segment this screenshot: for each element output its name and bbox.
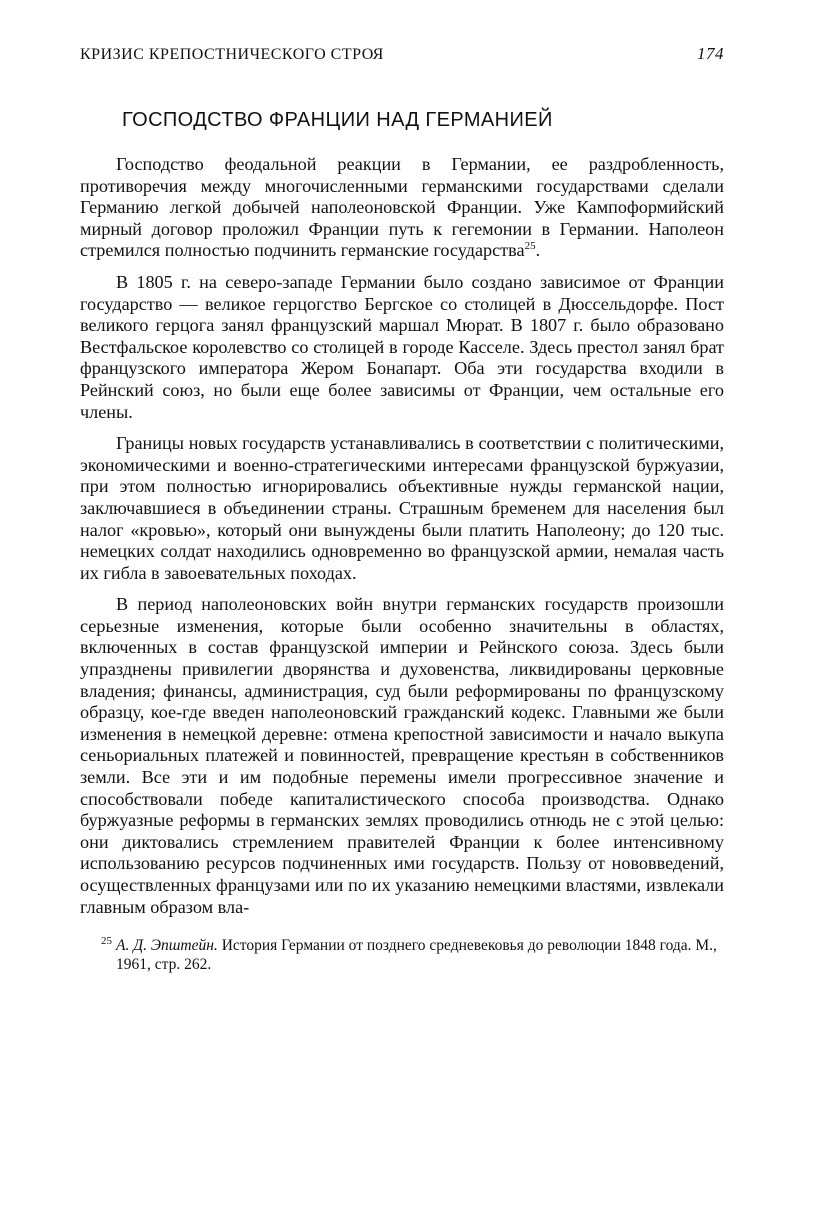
page-number: 174 [697,44,724,63]
paragraph-1-tail: . [535,240,541,261]
running-header [80,44,724,68]
book-page [80,44,724,974]
section-title: ГОСПОДСТВО ФРАНЦИИ НАД ГЕРМАНИЕЙ [122,109,553,131]
paragraph-1-text: Господство феодальной реакции в Германии, ее раздробленность, противоречия между многочисленными германскими государствами сделали Германию легкой добычей наполеоновской Франции. Уже Кампоформийский мирный договор проложил Франции путь к гегемонии в Германии. Наполеон стремился полностью подчинить германские государства [80,154,724,261]
body-text [80,154,724,918]
paragraph-4: В период наполеоновских войн внутри германских государств произошли серьезные изменения, которые были особенно значительны в областях, включенных в состав французской империи и Рейнского союза. Здесь были упразднены привилегии дворянства и духовенства, ликвидированы церковные владения; финансы, администрация, суд были реформированы по французскому образцу, кое-где введен наполеоновский гражданский кодекс. Главными же были изменения в немецкой деревне: отмена крепостной зависимости и начало выкупа сеньориальных платежей и повинностей, превращение крестьян в собственников земли. Все эти и им подобные перемены имели прогрессивное значение и способствовали победе капиталистического способа производства. Однако буржуазные реформы в германских землях проводились отнюдь не с этой целью: они диктовались стремлением правителей Франции к более интенсивному использованию ресурсов подчиненных ими государств. Пользу от нововведений, осуществленных французами или по их указанию немецкими властями, извлекали главным образом вла- [80,594,724,917]
footnote-reference: 25 [524,240,536,253]
footnote-text: История Германии от позднего средневековья до революции 1848 года. М., 1961, стр. 262. [116,937,717,974]
paragraph-2: В 1805 г. на северо-западе Германии было создано зависимое от Франции государство — великое герцогство Бергское со столицей в Дюссельдорфе. Пост великого герцога занял французский маршал Мюрат. В 1807 г. было образовано Вестфальское королевство со столицей в городе Касселе. Здесь престол занял брат французского императора Жером Бонапарт. Оба эти государства входили в Рейнский союз, но были еще более зависимы от Франции, чем остальные его члены. [80,271,724,422]
footnote-author: А. Д. Эпштейн. [116,937,218,955]
paragraph-1 [80,154,724,262]
paragraph-3: Границы новых государств устанавливались в соответствии с политическими, экономическими и военно-стратегическими интересами французской буржуазии, при этом полностью игнорировались объективные нужды германской нации, заключавшиеся в объединении страны. Страшным бременем для населения был налог «кровью», который они вынуждены были платить Наполеону; до 120 тыс. немецких солдат находились одновременно во французской армии, немалая часть их гибла в завоевательных походах. [80,433,724,583]
footnote: 25 А. Д. Эпштейн. История Германии от позднего средневековья до революции 1848 года. М., 1961, стр. 262. [101,935,717,974]
running-title: КРИЗИС КРЕПОСТНИЧЕСКОГО СТРОЯ [80,46,384,63]
